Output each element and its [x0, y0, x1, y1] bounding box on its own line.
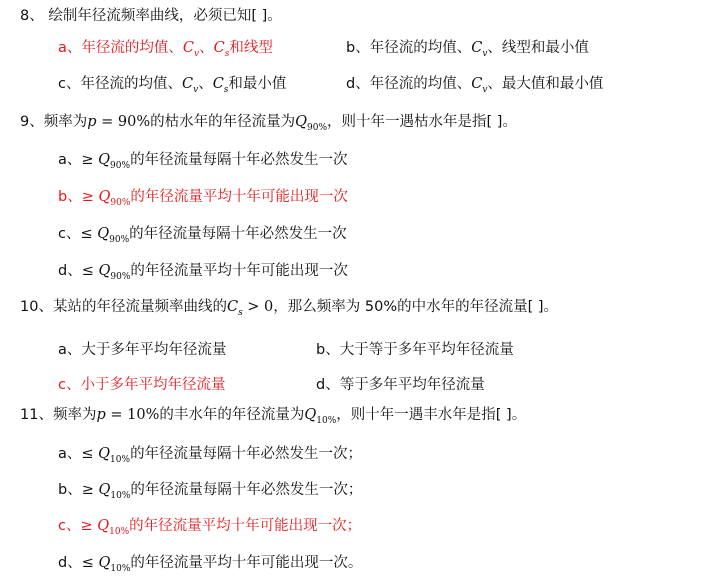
q9-a-q-sub: 90% [110, 161, 131, 171]
q10-option-d: d、等于多年平均年径流量 [316, 377, 485, 393]
q9-d-label: d、 [58, 263, 82, 279]
q11-a-q-sub: 10% [110, 455, 131, 465]
q10-option-c: c、小于多年平均年径流量 [58, 377, 226, 393]
q9-d-q: Q [98, 263, 111, 279]
q9-option-d [58, 261, 348, 281]
q9-c-q-sub: 90% [109, 235, 130, 245]
q9-c-q: Q [97, 226, 110, 242]
q9-p-var: p [87, 114, 97, 130]
q8-c-cv-sub: v [193, 85, 199, 95]
q11-c-q: Q [97, 518, 110, 534]
q9-option-b [58, 187, 348, 207]
q9-b-q: Q [98, 189, 111, 205]
q11-d-sym: ≤ [81, 555, 94, 571]
q11-a-sym: ≤ [81, 446, 94, 462]
q9-d-q-sub: 90% [110, 272, 131, 282]
q10-post: ，那么频率为 50%的中水年的年径流量[ ]。 [273, 299, 559, 315]
q8-a-label: a、年径流的均值、 [58, 40, 183, 56]
q8-d-cv: C [471, 76, 483, 92]
q11-b-text: 的年径流量每隔十年必然发生一次； [130, 482, 363, 498]
q8-option-a [58, 38, 273, 58]
q8-a-tail: 和线型 [229, 40, 273, 56]
q9-p-val: = 90% [96, 114, 151, 130]
q8-a-cs: C [213, 40, 225, 56]
q9-a-q: Q [98, 152, 111, 168]
q11-b-label: b、 [58, 482, 82, 498]
q8-d-cv-sub: v [482, 85, 488, 95]
q9-b-sym: ≥ [81, 189, 94, 205]
q9-pre: 9、频率为 [20, 114, 88, 130]
q9-option-c [58, 224, 347, 244]
q11-d-q-sub: 10% [110, 564, 131, 574]
q10-cond: > 0 [242, 299, 274, 315]
q11-q-sub: 10% [316, 416, 337, 426]
q11-a-label: a、 [58, 446, 82, 462]
q11-a-q: Q [98, 446, 111, 462]
q10-option-b: b、大于等于多年平均年径流量 [316, 342, 514, 358]
q9-b-label: b、 [58, 189, 82, 205]
q10-cs-sub: s [238, 308, 243, 318]
q8-b-cv-sub: v [482, 49, 488, 59]
q11-a-text: 的年径流量每隔十年必然发生一次； [130, 446, 363, 462]
q9-a-sym: ≥ [81, 152, 94, 168]
q11-p-val: = 10% [105, 407, 160, 423]
q11-pre: 11、频率为 [20, 407, 97, 423]
q8-c-cv: C [181, 76, 194, 92]
q9-d-sym: ≤ [81, 263, 94, 279]
q11-stem [20, 405, 526, 425]
q8-c-label: c、年径流的均值、 [58, 76, 182, 92]
q9-q-sub: 90% [307, 123, 328, 133]
q8-stem: 8、 绘制年径流频率曲线，必须已知[ ]。 [20, 8, 282, 24]
q9-mid: 的枯水年的年径流量为 [150, 114, 296, 130]
q9-stem [20, 112, 517, 132]
q11-post: ，则十年一遇丰水年是指[ ]。 [336, 407, 527, 423]
q8-option-b [346, 38, 589, 58]
q8-a-cv-sub: v [194, 49, 200, 59]
q10-option-a: a、大于多年平均年径流量 [58, 342, 227, 358]
q8-b-label: b、年径流的均值、 [346, 40, 472, 56]
q9-post: ，则十年一遇枯水年是指[ ]。 [327, 114, 517, 130]
q11-c-sym: ≥ [80, 518, 93, 534]
q11-p-var: p [96, 407, 106, 423]
q8-a-cv: C [182, 40, 194, 56]
q8-option-d [346, 74, 603, 94]
q8-option-c [58, 74, 286, 94]
q9-c-sym: ≤ [80, 226, 93, 242]
q10-cs: C [226, 299, 239, 315]
q11-mid: 的丰水年的年径流量为 [159, 407, 305, 423]
q9-a-text: 的年径流量每隔十年必然发生一次 [130, 152, 348, 168]
q11-b-sym: ≥ [81, 482, 94, 498]
q10-pre: 10、某站的年径流量频率曲线的 [20, 299, 227, 315]
q9-d-text: 的年径流量平均十年可能出现一次 [130, 263, 348, 279]
q9-q: Q [295, 114, 308, 130]
q8-d-label: d、年径流的均值、 [346, 76, 472, 92]
q11-d-q: Q [98, 555, 111, 571]
q9-a-label: a、 [58, 152, 82, 168]
q8-b-cv: C [471, 40, 483, 56]
q8-c-cs-sub: s [223, 85, 229, 95]
q8-a-sep: 、 [199, 40, 214, 56]
q11-c-text: 的年径流量平均十年可能出现一次； [129, 518, 362, 534]
q9-b-q-sub: 90% [110, 198, 131, 208]
q9-c-label: c、 [58, 226, 81, 242]
q9-b-text: 的年径流量平均十年可能出现一次 [130, 189, 348, 205]
q11-option-d [58, 553, 362, 573]
q11-d-label: d、 [58, 555, 82, 571]
q8-c-tail: 和最小值 [228, 76, 287, 92]
q11-c-label: c、 [58, 518, 81, 534]
q9-option-a [58, 150, 348, 170]
q11-option-a [58, 444, 362, 464]
q11-d-text: 的年径流量平均十年可能出现一次。 [130, 555, 363, 571]
q10-stem [20, 297, 558, 317]
q9-c-text: 的年径流量每隔十年必然发生一次 [129, 226, 347, 242]
q8-b-tail: 、线型和最小值 [487, 40, 589, 56]
q8-d-tail: 、最大值和最小值 [487, 76, 604, 92]
q11-option-c [58, 516, 361, 536]
q8-c-sep: 、 [198, 76, 213, 92]
q11-b-q: Q [98, 482, 111, 498]
q8-c-cs: C [212, 76, 224, 92]
q11-b-q-sub: 10% [110, 491, 131, 501]
q11-q: Q [304, 407, 317, 423]
q11-option-b [58, 480, 362, 500]
q8-a-cs-sub: s [224, 49, 230, 59]
q11-c-q-sub: 10% [109, 527, 130, 537]
